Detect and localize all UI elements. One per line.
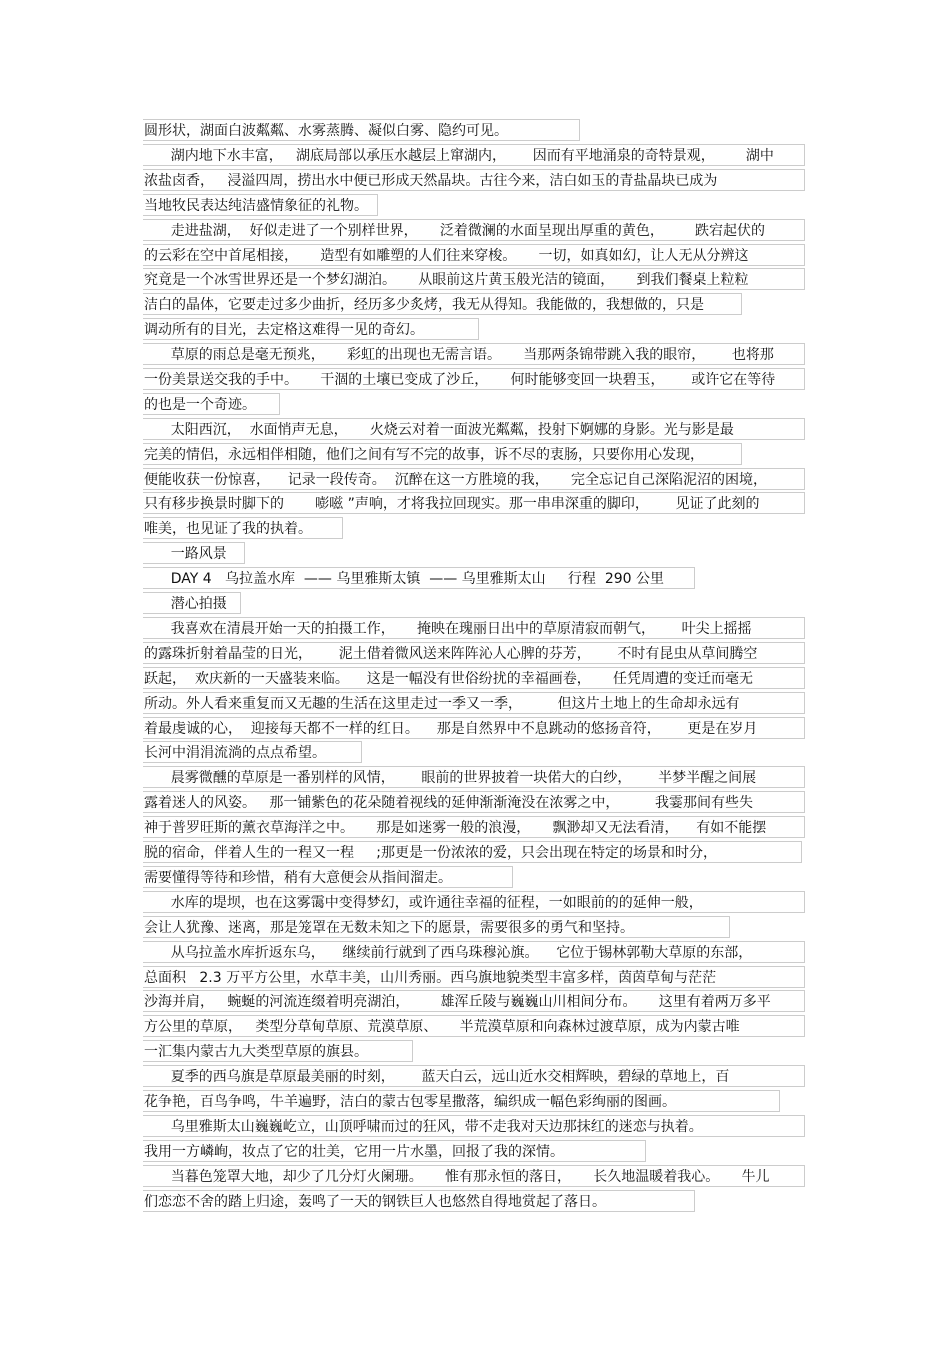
text-line: 总面积 2.3 万平方公里，水草丰美，山川秀丽。西乌旗地貌类型丰富多样，茵茵草甸与茫茫 [143,966,805,988]
text-line: 太阳西沉， 水面悄声无息， 火烧云对着一面波光粼粼，投射下婀娜的身影。光与影是最 [143,418,805,440]
text-line: 的露珠折射着晶莹的日光， 泥土借着微风送来阵阵沁人心脾的芬芳， 不时有昆虫从草间腾空 [143,642,805,664]
text-line: 的也是一个奇迹。 [143,393,280,415]
text-line: 便能收获一份惊喜， 记录一段传奇。 沉醉在这一方胜境的我， 完全忘记自己深陷泥沼的困境， [143,468,805,490]
text-line: 潜心拍摄 [143,592,241,614]
text-line: 乌里雅斯太山巍巍屹立，山顶呼啸而过的狂风，带不走我对天边那抹红的迷恋与执着。 [143,1115,805,1137]
text-line: 唯美，也见证了我的执着。 [143,517,343,539]
text-line: 们恋恋不舍的踏上归途，轰鸣了一天的钢铁巨人也悠然自得地赏起了落日。 [143,1190,695,1212]
text-line: 从乌拉盖水库折返东乌， 继续前行就到了西乌珠穆沁旗。 它位于锡林郭勒大草原的东部， [143,941,805,963]
text-line: 我喜欢在清晨开始一天的拍摄工作， 掩映在瑰丽日出中的草原清寂而朝气， 叶尖上摇摇 [143,617,805,639]
text-line: 跃起， 欢庆新的一天盛装来临。 这是一幅没有世俗纷扰的幸福画卷， 任凭周遭的变迁而毫无 [143,667,805,689]
text-line: 露着迷人的风姿。 那一铺紫色的花朵随着视线的延伸渐渐淹没在浓雾之中， 我霎那间有些失 [143,791,805,813]
text-line: 需要懂得等待和珍惜，稍有大意便会从指间溜走。 [143,866,513,888]
text-line: 沙海并肩， 蜿蜒的河流连缀着明亮湖泊， 雄浑丘陵与巍巍山川相间分布。 这里有着两万多平 [143,990,805,1012]
text-line: 当暮色笼罩大地，却少了几分灯火阑珊。 惟有那永恒的落日， 长久地温暖着我心。 牛儿 [143,1165,805,1187]
text-line: 脱的宿命，伴着人生的一程又一程 ;那更是一份浓浓的爱，只会出现在特定的场景和时分， [143,841,802,863]
text-line: 一汇集内蒙古九大类型草原的旗县。 [143,1040,413,1062]
text-line: 湖内地下水丰富， 湖底局部以承压水越层上窜湖内， 因而有平地涌泉的奇特景观， 湖中 [143,144,805,166]
text-line: 究竟是一个冰雪世界还是一个梦幻湖泊。 从眼前这片黄玉般光洁的镜面， 到我们餐桌上粒粒 [143,268,805,290]
text-line: 夏季的西乌旗是草原最美丽的时刻， 蓝天白云，远山近水交相辉映，碧绿的草地上，百 [143,1065,805,1087]
text-line: 调动所有的目光，去定格这难得一见的奇幻。 [143,318,479,340]
text-line: 完美的情侣，永远相伴相随，他们之间有写不完的故事，诉不尽的衷肠，只要你用心发现， [143,443,742,465]
text-line: 走进盐湖， 好似走进了一个别样世界， 泛着微澜的水面呈现出厚重的黄色， 跌宕起伏的 [143,219,805,241]
text-line: 晨雾微醺的草原是一番别样的风情， 眼前的世界披着一块偌大的白纱， 半梦半醒之间展 [143,766,805,788]
text-line: 草原的雨总是毫无预兆， 彩虹的出现也无需言语。 当那两条锦带跳入我的眼帘， 也将那 [143,343,805,365]
text-line: 圆形状，湖面白波粼粼、水雾蒸腾、凝似白雾、隐约可见。 [143,119,580,141]
text-line: 浓盐卤香， 浸溢四周，捞出水中便已形成天然晶块。古往今来，洁白如玉的青盐晶块已成为 [143,169,805,191]
text-line: 洁白的晶体，它要走过多少曲折，经历多少炙烤，我无从得知。我能做的，我想做的，只是 [143,293,742,315]
text-line: 所动。外人看来重复而又无趣的生活在这里走过一季又一季， 但这片土地上的生命却永远有 [143,692,805,714]
text-line: 一路风景 [143,542,245,564]
text-line: 花争艳，百鸟争鸣，牛羊遍野，洁白的蒙古包零星撒落，编织成一幅色彩绚丽的图画。 [143,1090,780,1112]
text-line: 当地牧民表达纯洁盛情象征的礼物。 [143,194,378,216]
text-line: 水库的堤坝，也在这雾霭中变得梦幻，或许通往幸福的征程，一如眼前的的延伸一般， [143,891,805,913]
text-line: 神于普罗旺斯的薰衣草海洋之中。 那是如迷雾一般的浪漫， 飘渺却又无法看清， 有如不能摆 [143,816,805,838]
text-line: 会让人犹豫、迷离，那是笼罩在无数未知之下的愿景，需要很多的勇气和坚持。 [143,916,730,938]
text-line: DAY 4 乌拉盖水库 —— 乌里雅斯太镇 —— 乌里雅斯太山 行程 290 公里 [143,567,695,589]
text-line: 的云彩在空中首尾相接， 造型有如雕塑的人们往来穿梭。 一切，如真如幻，让人无从分辨这 [143,244,805,266]
text-line: 一份美景送交我的手中。 干涸的土壤已变成了沙丘， 何时能够变回一块碧玉， 或许它在等待 [143,368,805,390]
text-line: 只有移步换景时脚下的 嘭嗞 ”声响，才将我拉回现实。那一串串深重的脚印， 见证了此刻的 [143,492,805,514]
text-line: 长河中涓涓流淌的点点希望。 [143,741,362,763]
text-line: 着最虔诚的心， 迎接每天都不一样的红日。 那是自然界中不息跳动的悠扬音符， 更是在岁月 [143,717,805,739]
text-line: 方公里的草原， 类型分草甸草原、荒漠草原、 半荒漠草原和向森林过渡草原，成为内蒙古唯 [143,1015,805,1037]
text-line: 我用一方嶙峋，妆点了它的壮美，它用一片水墨，回报了我的深情。 [143,1140,646,1162]
